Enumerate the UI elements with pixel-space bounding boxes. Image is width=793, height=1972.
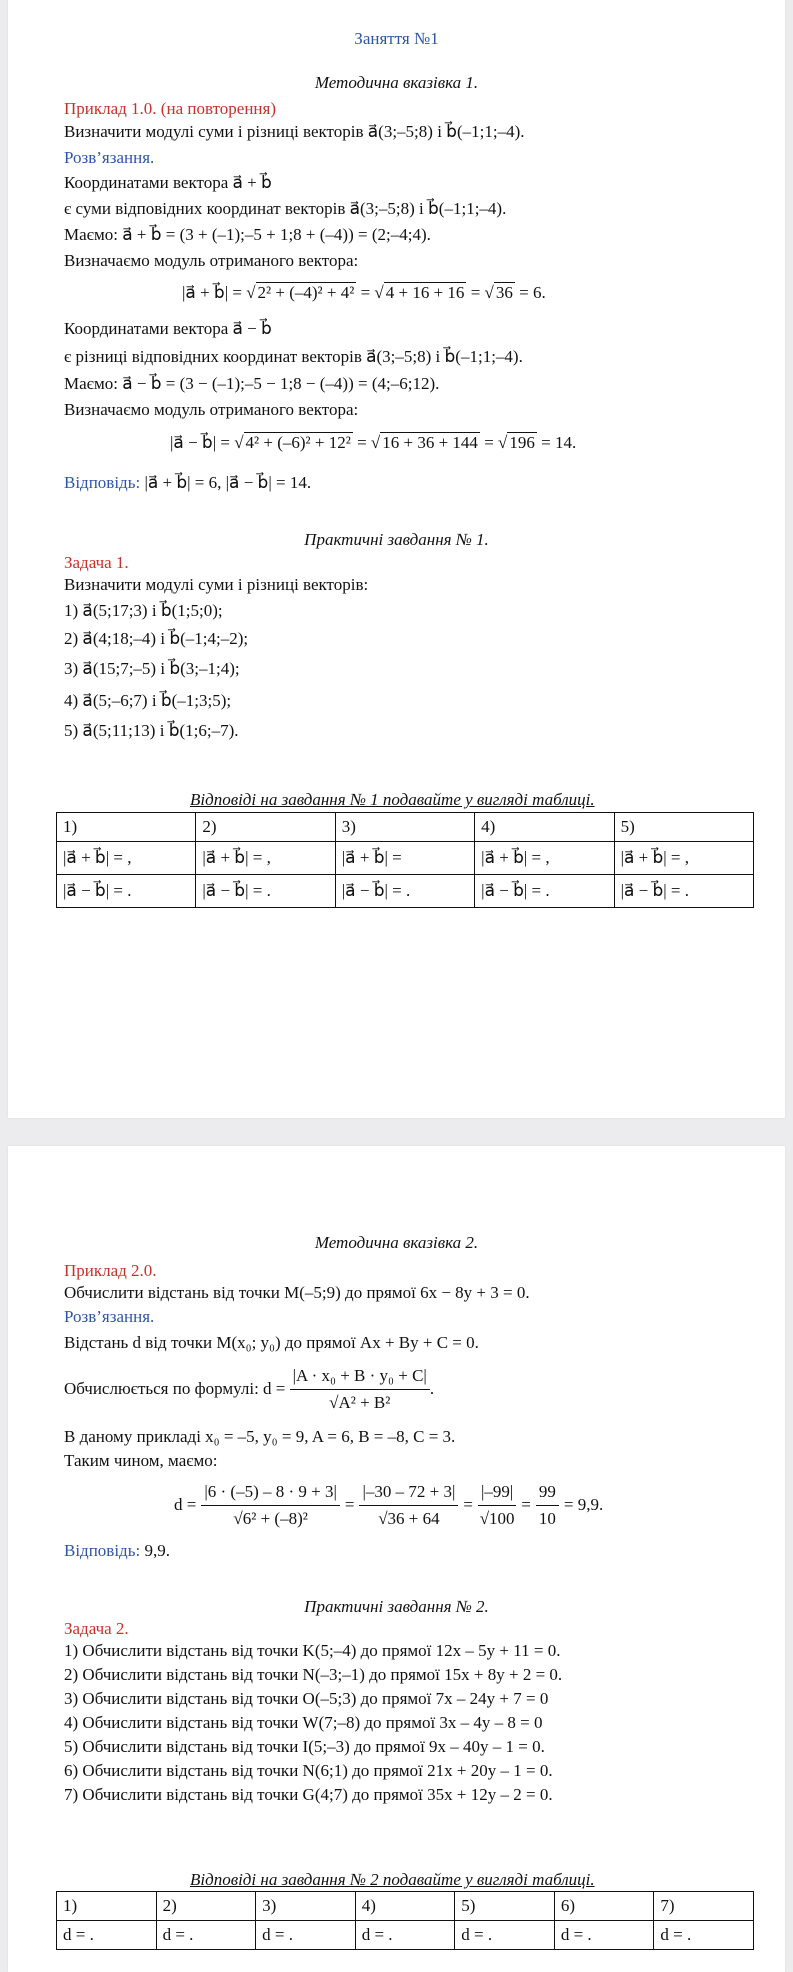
answer-table-1 [56, 812, 754, 908]
formula-diff-modulus: |a⃗ − b⃗| = √ 4² + (–6)² + 12² = √ 16 + 36 + 144 = √ 196 = 14. [170, 433, 577, 452]
solution-line: є суми відповідних координат векторів a⃗(3;–5;8) і b⃗(–1;1;–4). [64, 199, 507, 218]
table-cell: |a⃗ + b⃗| = , [614, 842, 753, 875]
solution-line: є різниці відповідних координат векторів a⃗(3;–5;8) і b⃗(–1;1;–4). [64, 347, 523, 366]
table-cell: |a⃗ − b⃗| = . [475, 875, 614, 908]
task-item: 5) a⃗(5;11;13) і b⃗(1;6;–7). [64, 721, 239, 740]
table-cell: d = . [554, 1921, 654, 1950]
distance-formula: Обчислюється по формулі: d = $\frac{\text{|A · x₀ + B · y₀ + C|}}{\text{√A² + B²}}$ . [64, 1365, 435, 1412]
page-2 [8, 1146, 785, 1972]
page-1 [8, 0, 785, 1118]
practice-title-1: Практичні завдання № 1. [304, 530, 489, 549]
example-title-1: Приклад 1.0. (на повторення) [64, 99, 276, 118]
example-title-2: Приклад 2.0. [64, 1261, 157, 1280]
solution-line: Визначаємо модуль отриманого вектора: [64, 251, 359, 270]
task-item: 1) a⃗(5;17;3) і b⃗(1;5;0); [64, 601, 223, 620]
table-header-cell: 5) [614, 813, 753, 842]
table-row [57, 842, 754, 875]
solution-line: Маємо: a⃗ − b⃗ = (3 − (–1);–5 − 1;8 − (–4)) = (4;–6;12). [64, 374, 440, 393]
calc-fraction: $\frac{|6 \cdot (-5) - 8 \cdot 9 + 3|}{\text{√6² + (–8)²}}$ [201, 1481, 340, 1530]
task-text-1: Визначити модулі суми і різниці векторів: [64, 575, 369, 594]
solution-line: Координатами вектора a⃗ − b⃗ [64, 319, 272, 338]
table-caption-2: Відповіді на завдання № 2 подавайте у вигляді таблиці. [190, 1870, 595, 1889]
table-row [57, 1921, 754, 1950]
table-header-cell: 1) [57, 813, 196, 842]
table-header-cell: 1) [57, 1892, 157, 1921]
task-item: 3) a⃗(15;7;–5) і b⃗(3;–1;4); [64, 659, 240, 678]
table-caption-1: Відповіді на завдання № 1 подавайте у вигляді таблиці. [190, 790, 595, 809]
solution-line: Визначаємо модуль отриманого вектора: [64, 400, 359, 419]
guide-title-1: Методична вказівка 1. [314, 73, 479, 92]
task-item: 6) Обчислити відстань від точки N(6;1) до прямої 21x + 20y – 1 = 0. [64, 1761, 553, 1780]
task-item: 2) a⃗(4;18;–4) і b⃗(–1;4;–2); [64, 629, 249, 648]
solution-line: Маємо: a⃗ + b⃗ = (3 + (–1);–5 + 1;8 + (–4)) = (2;–4;4). [64, 225, 431, 244]
table-header-cell: 4) [475, 813, 614, 842]
table-row [57, 875, 754, 908]
task-item: 2) Обчислити відстань від точки N(–3;–1) до прямої 15x + 8y + 2 = 0. [64, 1665, 563, 1684]
task-item: 4) Обчислити відстань від точки W(7;–8) до прямої 3x – 4y – 8 = 0 [64, 1713, 543, 1732]
table-cell: |a⃗ + b⃗| = , [196, 842, 335, 875]
task-item: 3) Обчислити відстань від точки O(–5;3) до прямої 7x – 24y + 7 = 0 [64, 1689, 549, 1708]
calc-fraction: $\frac{|-99|}{√100}$ [479, 1481, 515, 1528]
table-cell: d = . [355, 1921, 455, 1950]
table-header-cell: 6) [554, 1892, 654, 1921]
table-header-cell: 2) [156, 1892, 256, 1921]
task-item: 4) a⃗(5;–6;7) і b⃗(–1;3;5); [64, 691, 232, 710]
guide-title-2: Методична вказівка 2. [314, 1233, 479, 1252]
solution-label-1: Розв’язання. [64, 148, 155, 167]
task-title-2: Задача 2. [64, 1619, 129, 1638]
table-cell: |a⃗ + b⃗| = , [475, 842, 614, 875]
table-cell: |a⃗ − b⃗| = . [196, 875, 335, 908]
table-cell: |a⃗ − b⃗| = . [614, 875, 753, 908]
task-item: 5) Обчислити відстань від точки I(5;–3) до прямої 9x – 40y – 1 = 0. [64, 1737, 545, 1756]
answer-1 [64, 472, 311, 494]
table-cell: d = . [654, 1921, 754, 1950]
answer-table-2 [56, 1891, 754, 1950]
task-title-1: Задача 1. [64, 553, 129, 572]
formula-sum-modulus: |a⃗ + b⃗| = √ 2² + (–4)² + 4² = √ 4 + 16 + 16 = √ 36 = 6. [182, 283, 546, 302]
table-cell: |a⃗ − b⃗| = . [57, 875, 196, 908]
task-item: 7) Обчислити відстань від точки G(4;7) до прямої 35x + 12y – 2 = 0. [64, 1785, 553, 1804]
table-row [57, 1892, 754, 1921]
table-cell: d = . [455, 1921, 555, 1950]
table-header-cell: 3) [335, 813, 474, 842]
table-cell: |a⃗ + b⃗| = , [57, 842, 196, 875]
calc-fraction: $\frac{|-30 - 72 + 3|}{√36 + 64}$ [359, 1481, 458, 1530]
example-task-1: Визначити модулі суми і різниці векторів a⃗(3;–5;8) і b⃗(–1;1;–4). [64, 122, 525, 141]
answer-label: Відповідь: [64, 473, 141, 492]
table-header-cell: 7) [654, 1892, 754, 1921]
example-task-2: Обчислити відстань від точки M(–5;9) до прямої 6x − 8y + 3 = 0. [64, 1283, 530, 1302]
answer-value: 9,9. [144, 1541, 170, 1560]
table-header-cell: 3) [256, 1892, 356, 1921]
table-cell: d = . [57, 1921, 157, 1950]
practice-title-2: Практичні завдання № 2. [304, 1597, 489, 1616]
table-cell: d = . [256, 1921, 356, 1950]
solution-line: Відстань d від точки M(x₀; y₀) до прямої Ax + By + C = 0. [64, 1333, 479, 1352]
solution-line: Таким чином, маємо: [64, 1451, 218, 1470]
calc-fraction: $\frac{99}{10}$ [536, 1481, 559, 1530]
answer-2 [64, 1540, 170, 1562]
solution-label-2: Розв’язання. [64, 1307, 155, 1326]
answer-label: Відповідь: [64, 1541, 141, 1560]
lesson-header: Заняття №1 [354, 29, 439, 48]
answer-value: |a⃗ + b⃗| = 6, |a⃗ − b⃗| = 14. [144, 473, 312, 492]
table-cell: |a⃗ + b⃗| = [335, 842, 474, 875]
solution-line: Координатами вектора a⃗ + b⃗ [64, 173, 272, 192]
distance-calculation: d = $\frac{|6 \cdot (-5) - 8 \cdot 9 + 3|}{\text{√6² + (–8)²}}$ = $\frac{|-30 - 72 + 3|}{√36 + 64}$ = $\frac{|-99|}{√100}$ = $\frac{99}{10}$ = 9,9. [174, 1481, 604, 1528]
table-header-cell: 5) [455, 1892, 555, 1921]
table-header-cell: 2) [196, 813, 335, 842]
solution-line: В даному прикладі x₀ = –5, y₀ = 9, A = 6, B = –8, C = 3. [64, 1427, 456, 1446]
table-header-cell: 4) [355, 1892, 455, 1921]
table-row [57, 813, 754, 842]
table-cell: d = . [156, 1921, 256, 1950]
formula-fraction: $\frac{\text{|A · x₀ + B · y₀ + C|}}{\text{√A² + B²}}$ [290, 1365, 430, 1414]
table-cell: |a⃗ − b⃗| = . [335, 875, 474, 908]
task-item: 1) Обчислити відстань від точки K(5;–4) до прямої 12x – 5y + 11 = 0. [64, 1641, 561, 1660]
